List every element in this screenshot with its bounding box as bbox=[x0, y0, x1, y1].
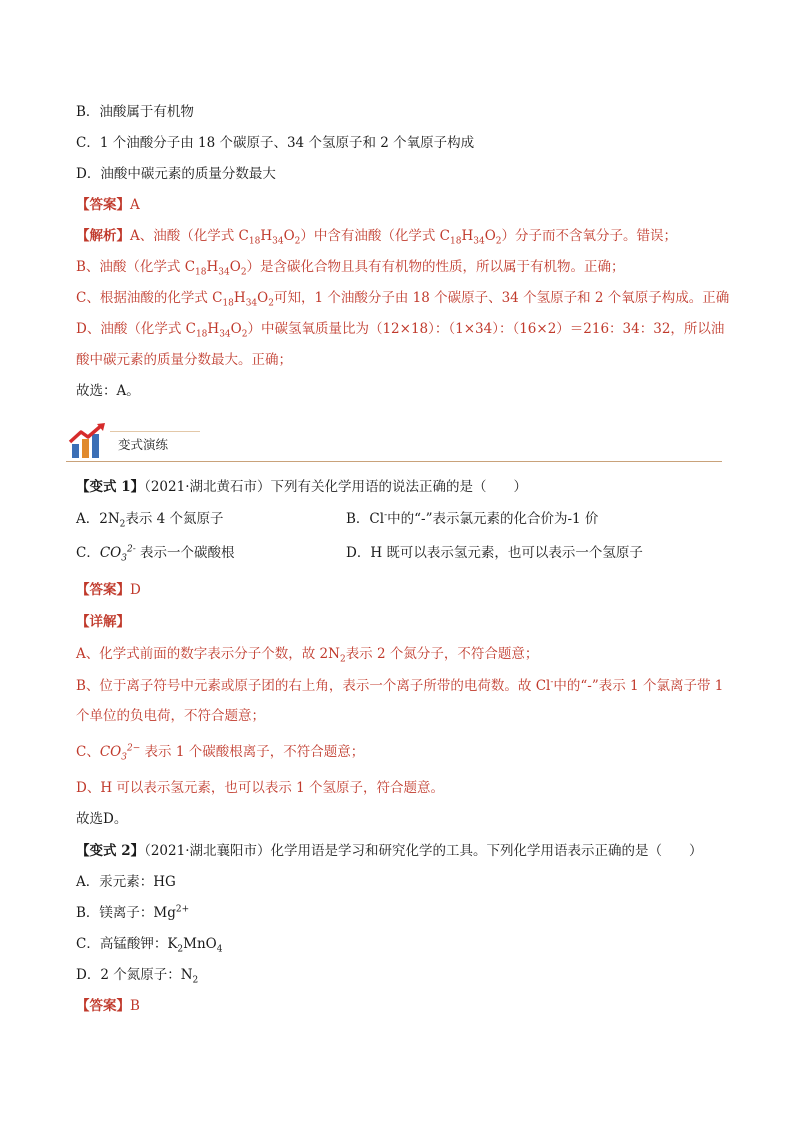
v2-answer-value: B bbox=[130, 998, 140, 1014]
v2-option-d: D．2 个氮原子：$N_2$ bbox=[76, 967, 199, 986]
v1-detail-a: A、化学式前面的数字表示分子个数，故 $2N_2$表示 2 个氮分子，不符合题意； bbox=[76, 646, 539, 665]
analysis-d2: 酸中碳元素的质量分数最大。正确； bbox=[76, 352, 292, 368]
v1-answer bbox=[76, 581, 141, 599]
v1-option-d: D．H 既可以表示氢元素，也可以表示一个氢原子 bbox=[346, 545, 643, 561]
v2-label: 【变式 2】 bbox=[76, 843, 145, 859]
v2-option-b: B．镁离子：$Mg^{2+}$ bbox=[76, 904, 190, 921]
option-c: C．1 个油酸分子由 18 个碳原子、34 个氢原子和 2 个氧原子构成 bbox=[76, 135, 475, 151]
v1-label: 【变式 1】 bbox=[76, 479, 145, 495]
v1-conclusion: 故选D。 bbox=[76, 811, 128, 827]
v2-answer bbox=[76, 997, 140, 1015]
v1-answer-label: 【答案】 bbox=[76, 582, 130, 598]
answer-value: A bbox=[130, 197, 140, 213]
analysis-b: B、油酸（化学式 $C_{18}H_{34}O_2$）是含碳化合物且具有有机物的性质，所以属于有机物。正确； bbox=[76, 259, 625, 278]
analysis-a: 【解析】A、油酸（化学式 $C_{18}H_{34}O_2$）中含有油酸（化学式 $C_{18}H_{34}O_2$）分子而不含氧分子。错误； bbox=[76, 228, 677, 247]
analysis-c: C、根据油酸的化学式 $C_{18}H_{34}O_2$可知，1 个油酸分子由 18 个碳原子、34 个氢原子和 2 个氧原子构成。正确 bbox=[76, 290, 730, 309]
section-rule bbox=[66, 461, 722, 462]
v2-stem bbox=[76, 842, 703, 860]
v2-option-a: A．汞元素：HG bbox=[76, 874, 176, 890]
answer-line bbox=[76, 196, 140, 214]
v1-detail-label-text: 【详解】 bbox=[76, 614, 130, 630]
analysis-d1: D、油酸（化学式 $C_{18}H_{34}O_2$）中碳氢氧质量比为（12×18）：（1×34）：（16×2）＝216：34：32，所以油 bbox=[76, 321, 725, 340]
v1-option-a: A．$2N_2$表示 4 个氮原子 bbox=[76, 511, 224, 530]
v2-stem-text: （2021·湖北襄阳市）化学用语是学习和研究化学的工具。下列化学用语表示正确的是（ ） bbox=[144, 843, 703, 859]
v1-detail-b1: B、位于离子符号中元素或原子团的右上角，表示一个离子所带的电荷数。故 Cl-中的“-”表示 1 个氯离子带 1 bbox=[76, 677, 724, 694]
option-b: B．油酸属于有机物 bbox=[76, 104, 194, 120]
growth-chart-icon bbox=[68, 422, 108, 462]
carbonate-formula: $CO_3^{2-}$ bbox=[99, 544, 136, 564]
v1-stem bbox=[76, 478, 527, 496]
answer-label: 【答案】 bbox=[76, 197, 130, 213]
section-title: 变式演练 bbox=[118, 437, 169, 452]
v1-option-c: C．$CO_3^{2-}$ 表示一个碳酸根 bbox=[76, 544, 235, 564]
option-d: D．油酸中碳元素的质量分数最大 bbox=[76, 166, 276, 182]
v1-answer-value: D bbox=[130, 582, 141, 598]
v1-detail-b2: 个单位的负电荷，不符合题意； bbox=[76, 708, 265, 724]
v2-answer-label: 【答案】 bbox=[76, 998, 130, 1014]
v1-detail-d: D、H 可以表示氢元素，也可以表示 1 个氢原子，符合题意。 bbox=[76, 780, 445, 796]
title-underline bbox=[110, 431, 200, 432]
v1-detail-c: C、$CO_3^{2-}$ 表示 1 个碳酸根离子，不符合题意； bbox=[76, 743, 365, 763]
v1-detail-label bbox=[76, 613, 130, 631]
v1-stem-text: （2021·湖北黄石市）下列有关化学用语的说法正确的是（ ） bbox=[144, 479, 527, 495]
v1-option-b: B．Cl-中的“-”表示氯元素的化合价为-1 价 bbox=[346, 510, 599, 527]
conclusion-prev: 故选：A。 bbox=[76, 383, 140, 399]
v2-option-c: C．高锰酸钾：$K_2MnO_4$ bbox=[76, 936, 223, 955]
analysis-label: 【解析】 bbox=[76, 228, 130, 244]
carbonate-ion-formula: $CO_3^{2-}$ bbox=[99, 743, 141, 763]
